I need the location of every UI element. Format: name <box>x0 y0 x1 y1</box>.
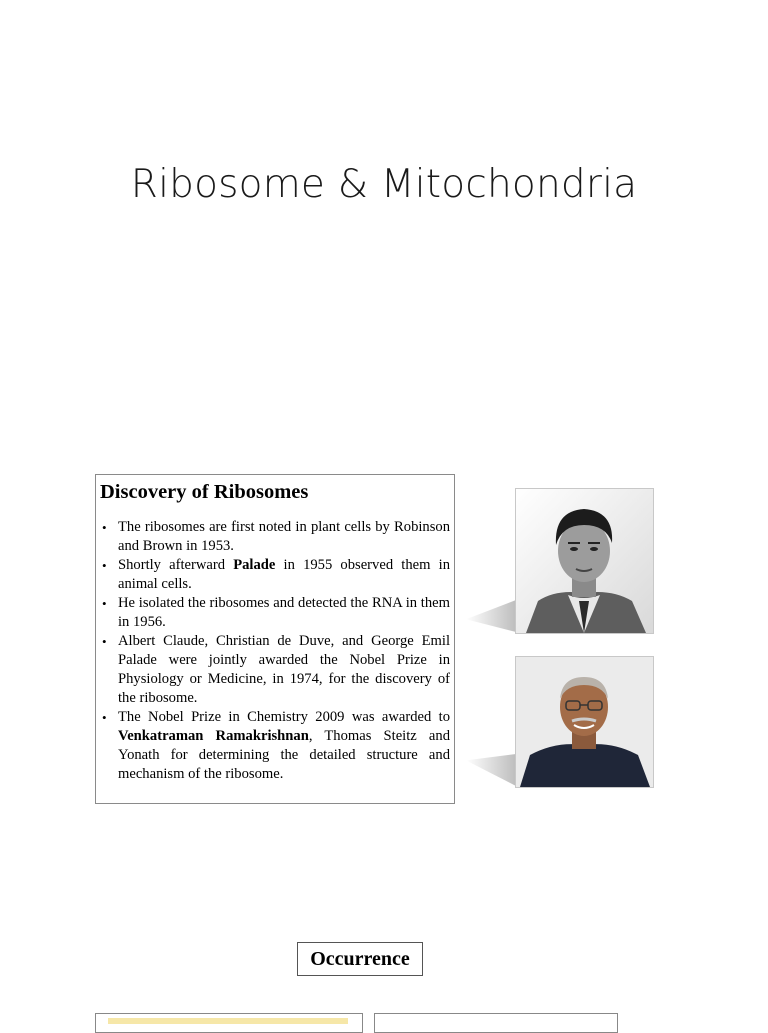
portrait-photo-palade <box>515 488 654 634</box>
slide-title: Ribosome & Mitochondria <box>130 162 638 207</box>
discovery-heading: Discovery of Ribosomes <box>100 481 309 503</box>
list-item: • Albert Claude, Christian de Duve, and George Emil Palade were jointly awarded the Nobel Prize in Physiology or Medicine, in 1974, for the discovery of the ribosome. <box>100 632 450 708</box>
discovery-box <box>95 474 455 804</box>
list-item: • The ribosomes are first noted in plant cells by Robinson and Brown in 1953. <box>100 518 450 556</box>
highlighted-text-strip <box>108 1018 348 1024</box>
discovery-list <box>100 518 450 784</box>
list-item: • He isolated the ribosomes and detected the RNA in them in 1956. <box>100 594 450 632</box>
occurrence-heading: Occurrence <box>297 942 423 976</box>
list-item: • The Nobel Prize in Chemistry 2009 was awarded to Venkatraman Ramakrishnan, Thomas Steitz and Yonath for determining the detailed structure and mechanism of the ribosome. <box>100 708 450 784</box>
occurrence-text-box-left <box>95 1013 363 1033</box>
portrait-photo-ramakrishnan <box>515 656 654 788</box>
callout-pointer <box>466 754 516 786</box>
list-item: • Shortly afterward Palade in 1955 observed them in animal cells. <box>100 556 450 594</box>
callout-pointer <box>466 600 516 632</box>
occurrence-text-box-right <box>374 1013 618 1033</box>
